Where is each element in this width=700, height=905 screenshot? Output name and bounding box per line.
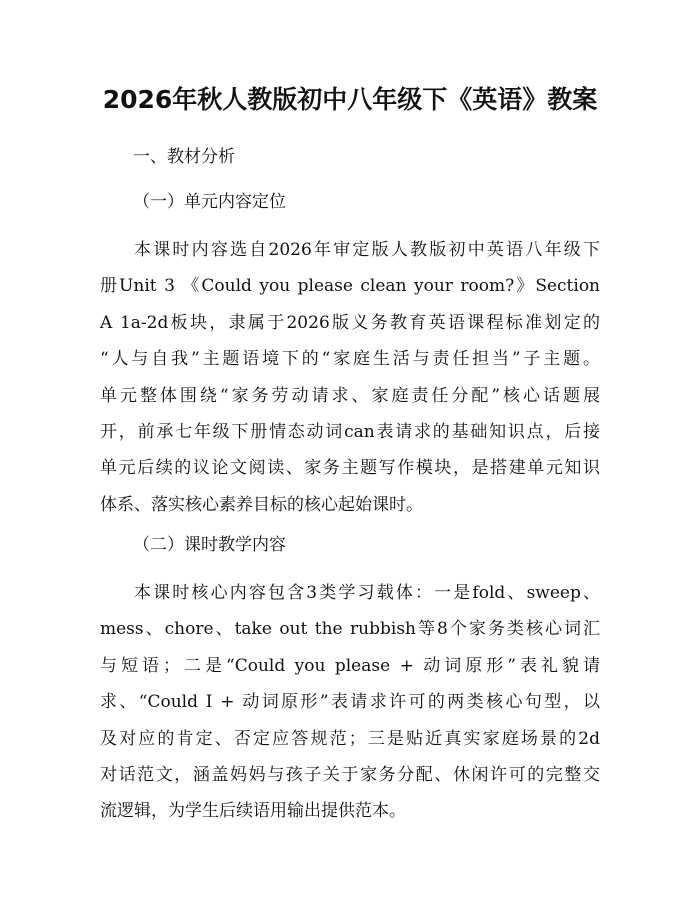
section-heading-textbook-analysis: 一、教材分析 bbox=[133, 147, 235, 167]
paragraph-line: mess、chore、take out the rubbish等8个家务类核心词汇 bbox=[100, 619, 600, 640]
paragraph-line: A 1a-2d板块，隶属于2026版义务教育英语课程标准划定的 bbox=[100, 312, 600, 333]
paragraph-line: 体系、落实核心素养目标的核心起始课时。 bbox=[100, 494, 423, 515]
paragraph-lesson-content bbox=[100, 575, 600, 830]
paragraph-line: 流逻辑，为学生后续语用输出提供范本。 bbox=[100, 801, 406, 822]
paragraph-line: 对话范文，涵盖妈妈与孩子关于家务分配、休闲许可的完整交 bbox=[100, 764, 600, 785]
paragraph-line: 册Unit 3 《Could you please clean your room?》Section bbox=[100, 276, 600, 297]
subsection-heading-lesson-content: （二）课时教学内容 bbox=[133, 535, 286, 555]
paragraph-line: 求、“Could I + 动词原形”表请求许可的两类核心句型，以 bbox=[100, 692, 600, 713]
document-title: 2026年秋人教版初中八年级下《英语》教案 bbox=[102, 85, 598, 114]
paragraph-line: 本课时内容选自2026年审定版人教版初中英语八年级下 bbox=[134, 240, 600, 260]
paragraph-line: 本课时核心内容包含3类学习载体：一是fold、sweep、 bbox=[134, 583, 600, 603]
paragraph-line: 单元后续的议论文阅读、家务主题写作模块，是搭建单元知识 bbox=[100, 458, 600, 479]
paragraph-line: 开，前承七年级下册情态动词can表请求的基础知识点，后接 bbox=[100, 421, 600, 442]
paragraph-line: 与短语；二是“Could you please + 动词原形”表礼貌请 bbox=[100, 655, 600, 676]
paragraph-unit-positioning bbox=[100, 232, 600, 523]
paragraph-line: 及对应的肯定、否定应答规范；三是贴近真实家庭场景的2d bbox=[100, 728, 600, 749]
subsection-heading-unit-positioning: （一）单元内容定位 bbox=[133, 192, 286, 212]
paragraph-line: “人与自我”主题语境下的“家庭生活与责任担当”子主题。 bbox=[100, 349, 600, 370]
paragraph-line: 单元整体围绕“家务劳动请求、家庭责任分配”核心话题展 bbox=[100, 385, 600, 406]
